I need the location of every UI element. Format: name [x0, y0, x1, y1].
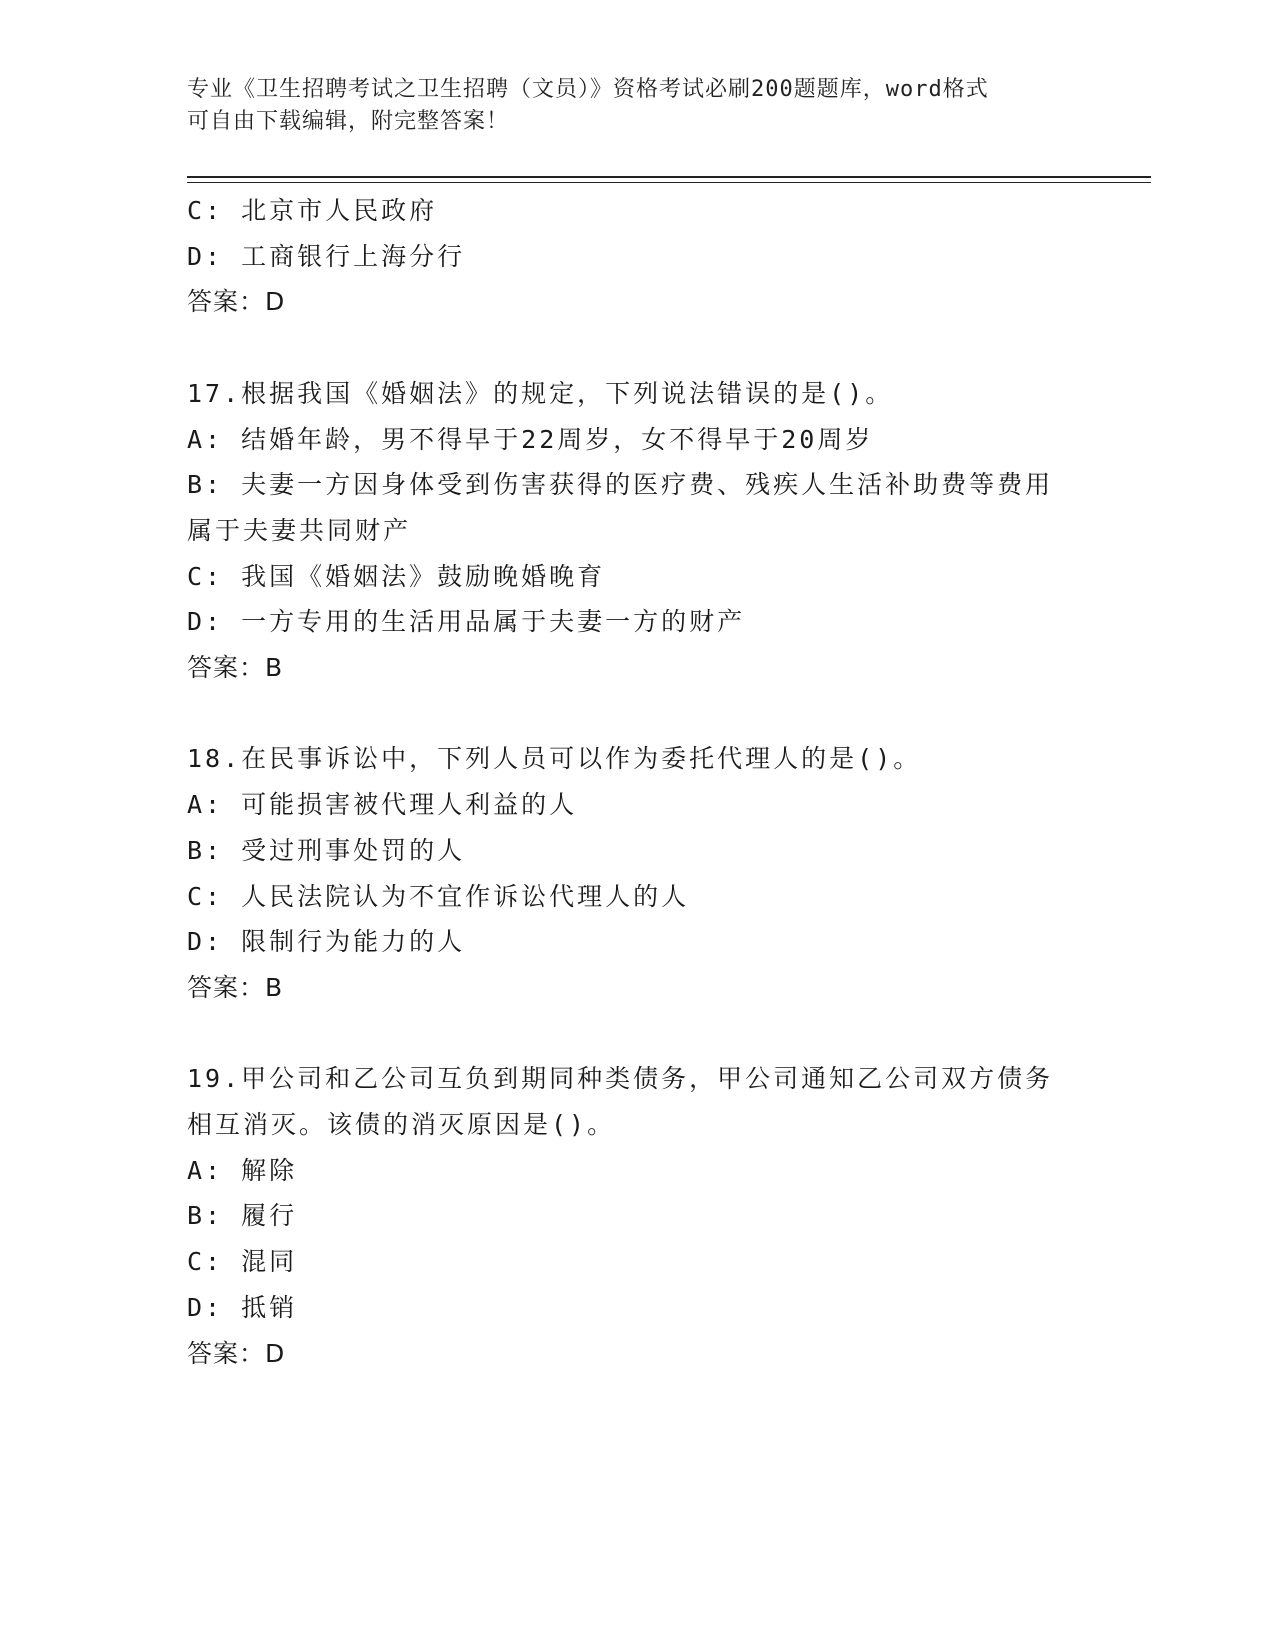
- question-list: [187, 188, 1087, 1376]
- option-d: D: 限制行为能力的人: [187, 927, 466, 957]
- option-d: D: 一方专用的生活用品属于夫妻一方的财产: [187, 607, 746, 637]
- option-c: C: 人民法院认为不宜作诉讼代理人的人: [187, 881, 690, 911]
- question-stem-continued: 相互消灭。该债的消灭原因是()。: [187, 1110, 616, 1140]
- header-divider-thick: [187, 176, 1151, 178]
- option-b: B: 受过刑事处罚的人: [187, 835, 466, 865]
- question-19: [187, 1056, 1087, 1376]
- option-b: B: 履行: [187, 1201, 298, 1231]
- answer-line: 答案：B: [187, 653, 284, 683]
- option-c: C: 混同: [187, 1247, 298, 1277]
- question-17: [187, 371, 1087, 691]
- question-16-continued: [187, 188, 1087, 325]
- document-header: [187, 74, 1067, 138]
- header-title-line-2: 可自由下载编辑，附完整答案！: [187, 109, 510, 134]
- option-a: A: 结婚年龄，男不得早于22周岁，女不得早于20周岁: [187, 424, 874, 454]
- question-spacer: [187, 691, 1087, 737]
- option-d: D: 抵销: [187, 1292, 298, 1322]
- option-c: C: 我国《婚姻法》鼓励晚婚晚育: [187, 561, 606, 591]
- answer-line: 答案：B: [187, 972, 284, 1002]
- question-spacer: [187, 325, 1087, 371]
- question-stem: 18.在民事诉讼中，下列人员可以作为委托代理人的是()。: [187, 744, 922, 774]
- question-stem: 17.根据我国《婚姻法》的规定，下列说法错误的是()。: [187, 378, 894, 408]
- header-title-line-1: 专业《卫生招聘考试之卫生招聘（文员）》资格考试必刷200题题库，word格式: [187, 77, 989, 102]
- header-divider-thin: [187, 182, 1151, 183]
- answer-line: 答案：D: [187, 1338, 286, 1368]
- option-b: B: 夫妻一方因身体受到伤害获得的医疗费、残疾人生活补助费等费用: [187, 470, 1054, 500]
- option-a: A: 解除: [187, 1155, 298, 1185]
- question-18: [187, 736, 1087, 1010]
- option-a: A: 可能损害被代理人利益的人: [187, 790, 578, 820]
- answer-line: 答案：D: [187, 287, 286, 317]
- question-spacer: [187, 1011, 1087, 1057]
- question-stem: 19.甲公司和乙公司互负到期同种类债务，甲公司通知乙公司双方债务: [187, 1064, 1054, 1094]
- option-d: D: 工商银行上海分行: [187, 241, 466, 271]
- option-c: C: 北京市人民政府: [187, 196, 438, 225]
- option-b-continued: 属于夫妻共同财产: [187, 515, 412, 545]
